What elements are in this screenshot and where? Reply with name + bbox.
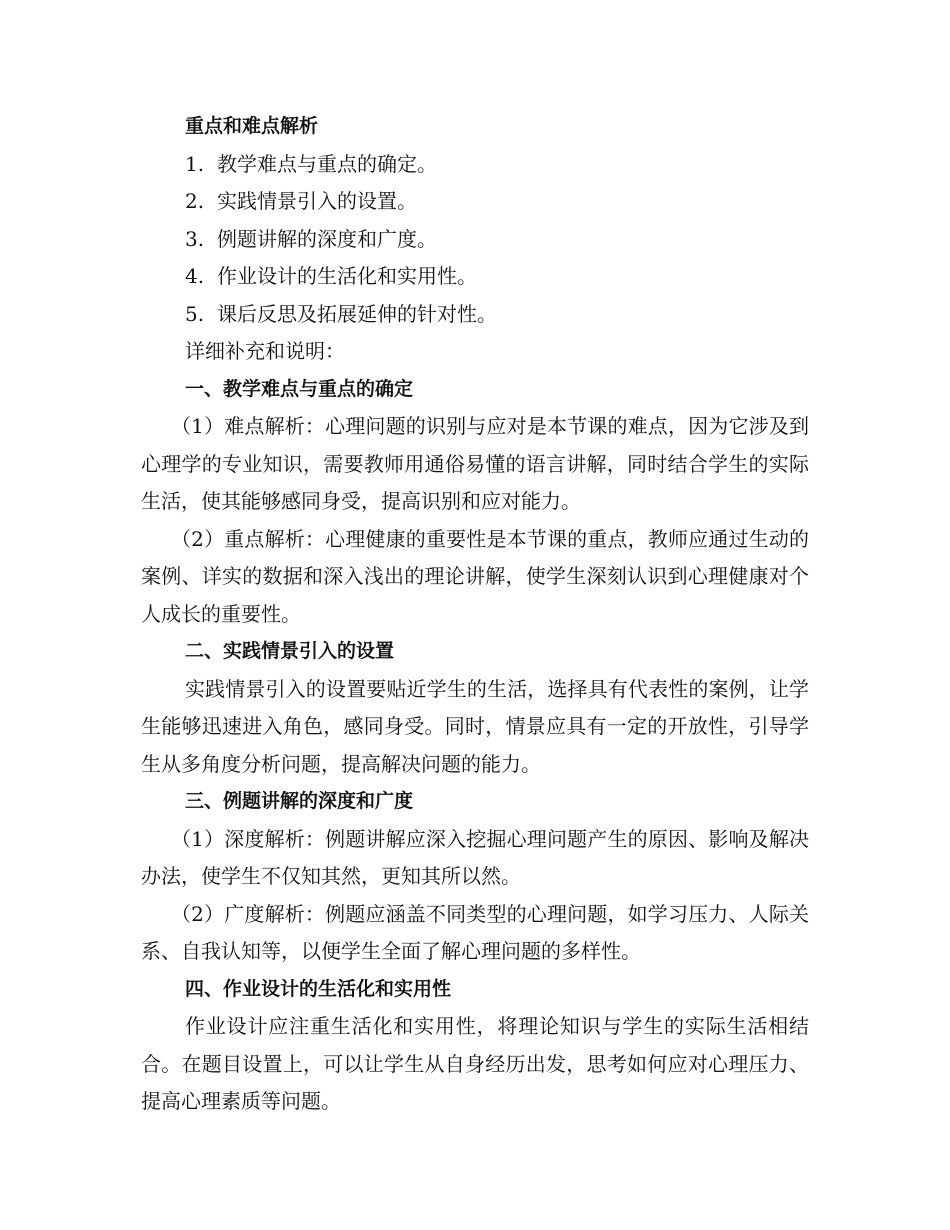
list-number: 3. — [185, 226, 205, 251]
section-2-paragraph-1: 实践情景引入的设置要贴近学生的生活，选择具有代表性的案例，让学生能够迅速进入角色，感同身受。同时，情景应具有一定的开放性，引导学生从多角度分析问题，提高解决问题的能力。 — [141, 676, 809, 776]
section-4-paragraph-1: 作业设计应注重生活化和实用性，将理论知识与学生的实际生活相结合。在题目设置上，可以让学生从自身经历出发，思考如何应对心理压力、提高心理素质等问题。 — [141, 1014, 809, 1113]
list-text: 例题讲解的深度和广度。 — [217, 226, 437, 251]
intro-text: 详细补充和说明： — [185, 339, 345, 363]
list-item — [141, 296, 809, 334]
section-1-title: 一、教学难点与重点的确定 — [185, 377, 414, 400]
list-number: 1. — [185, 151, 205, 176]
list-item — [141, 258, 809, 296]
document-body — [141, 108, 809, 1121]
list-item — [141, 221, 809, 259]
section-3-paragraph-1: （1）深度解析：例题讲解应深入挖掘心理问题产生的原因、影响及解决办法，使学生不仅知其然，更知其所以然。 — [141, 826, 809, 888]
section-3-title: 三、例题讲解的深度和广度 — [185, 790, 414, 812]
section-2-title: 二、实践情景引入的设置 — [185, 640, 395, 662]
list-number: 4. — [185, 264, 205, 288]
section-1-paragraph-2: （2）重点解析：心理健康的重要性是本节课的重点，教师应通过生动的案例、详实的数据和深入浅出的理论讲解，使学生深刻认识到心理健康对个人成长的重要性。 — [141, 526, 809, 626]
section-1-paragraph-1: （1）难点解析：心理问题的识别与应对是本节课的难点，因为它涉及到心理学的专业知识，需要教师用通俗易懂的语言讲解，同时结合学生的实际生活，使其能够感同身受，提高识别和应对能力。 — [141, 414, 809, 513]
section-3-paragraph-2: （2）广度解析：例题应涵盖不同类型的心理问题，如学习压力、人际关系、自我认知等，以便学生全面了解心理问题的多样性。 — [141, 901, 809, 963]
list-number: 5. — [185, 301, 205, 326]
list-number: 2. — [185, 189, 205, 213]
key-points-list — [141, 146, 809, 334]
list-text: 教学难点与重点的确定。 — [217, 151, 437, 176]
list-text: 课后反思及拓展延伸的针对性。 — [217, 301, 497, 326]
section-heading: 重点和难点解析 — [185, 115, 319, 137]
list-item — [141, 146, 809, 184]
section-4-title: 四、作业设计的生活化和实用性 — [185, 977, 452, 1000]
list-item — [141, 183, 809, 221]
list-text: 作业设计的生活化和实用性。 — [217, 264, 477, 288]
list-text: 实践情景引入的设置。 — [217, 189, 417, 213]
